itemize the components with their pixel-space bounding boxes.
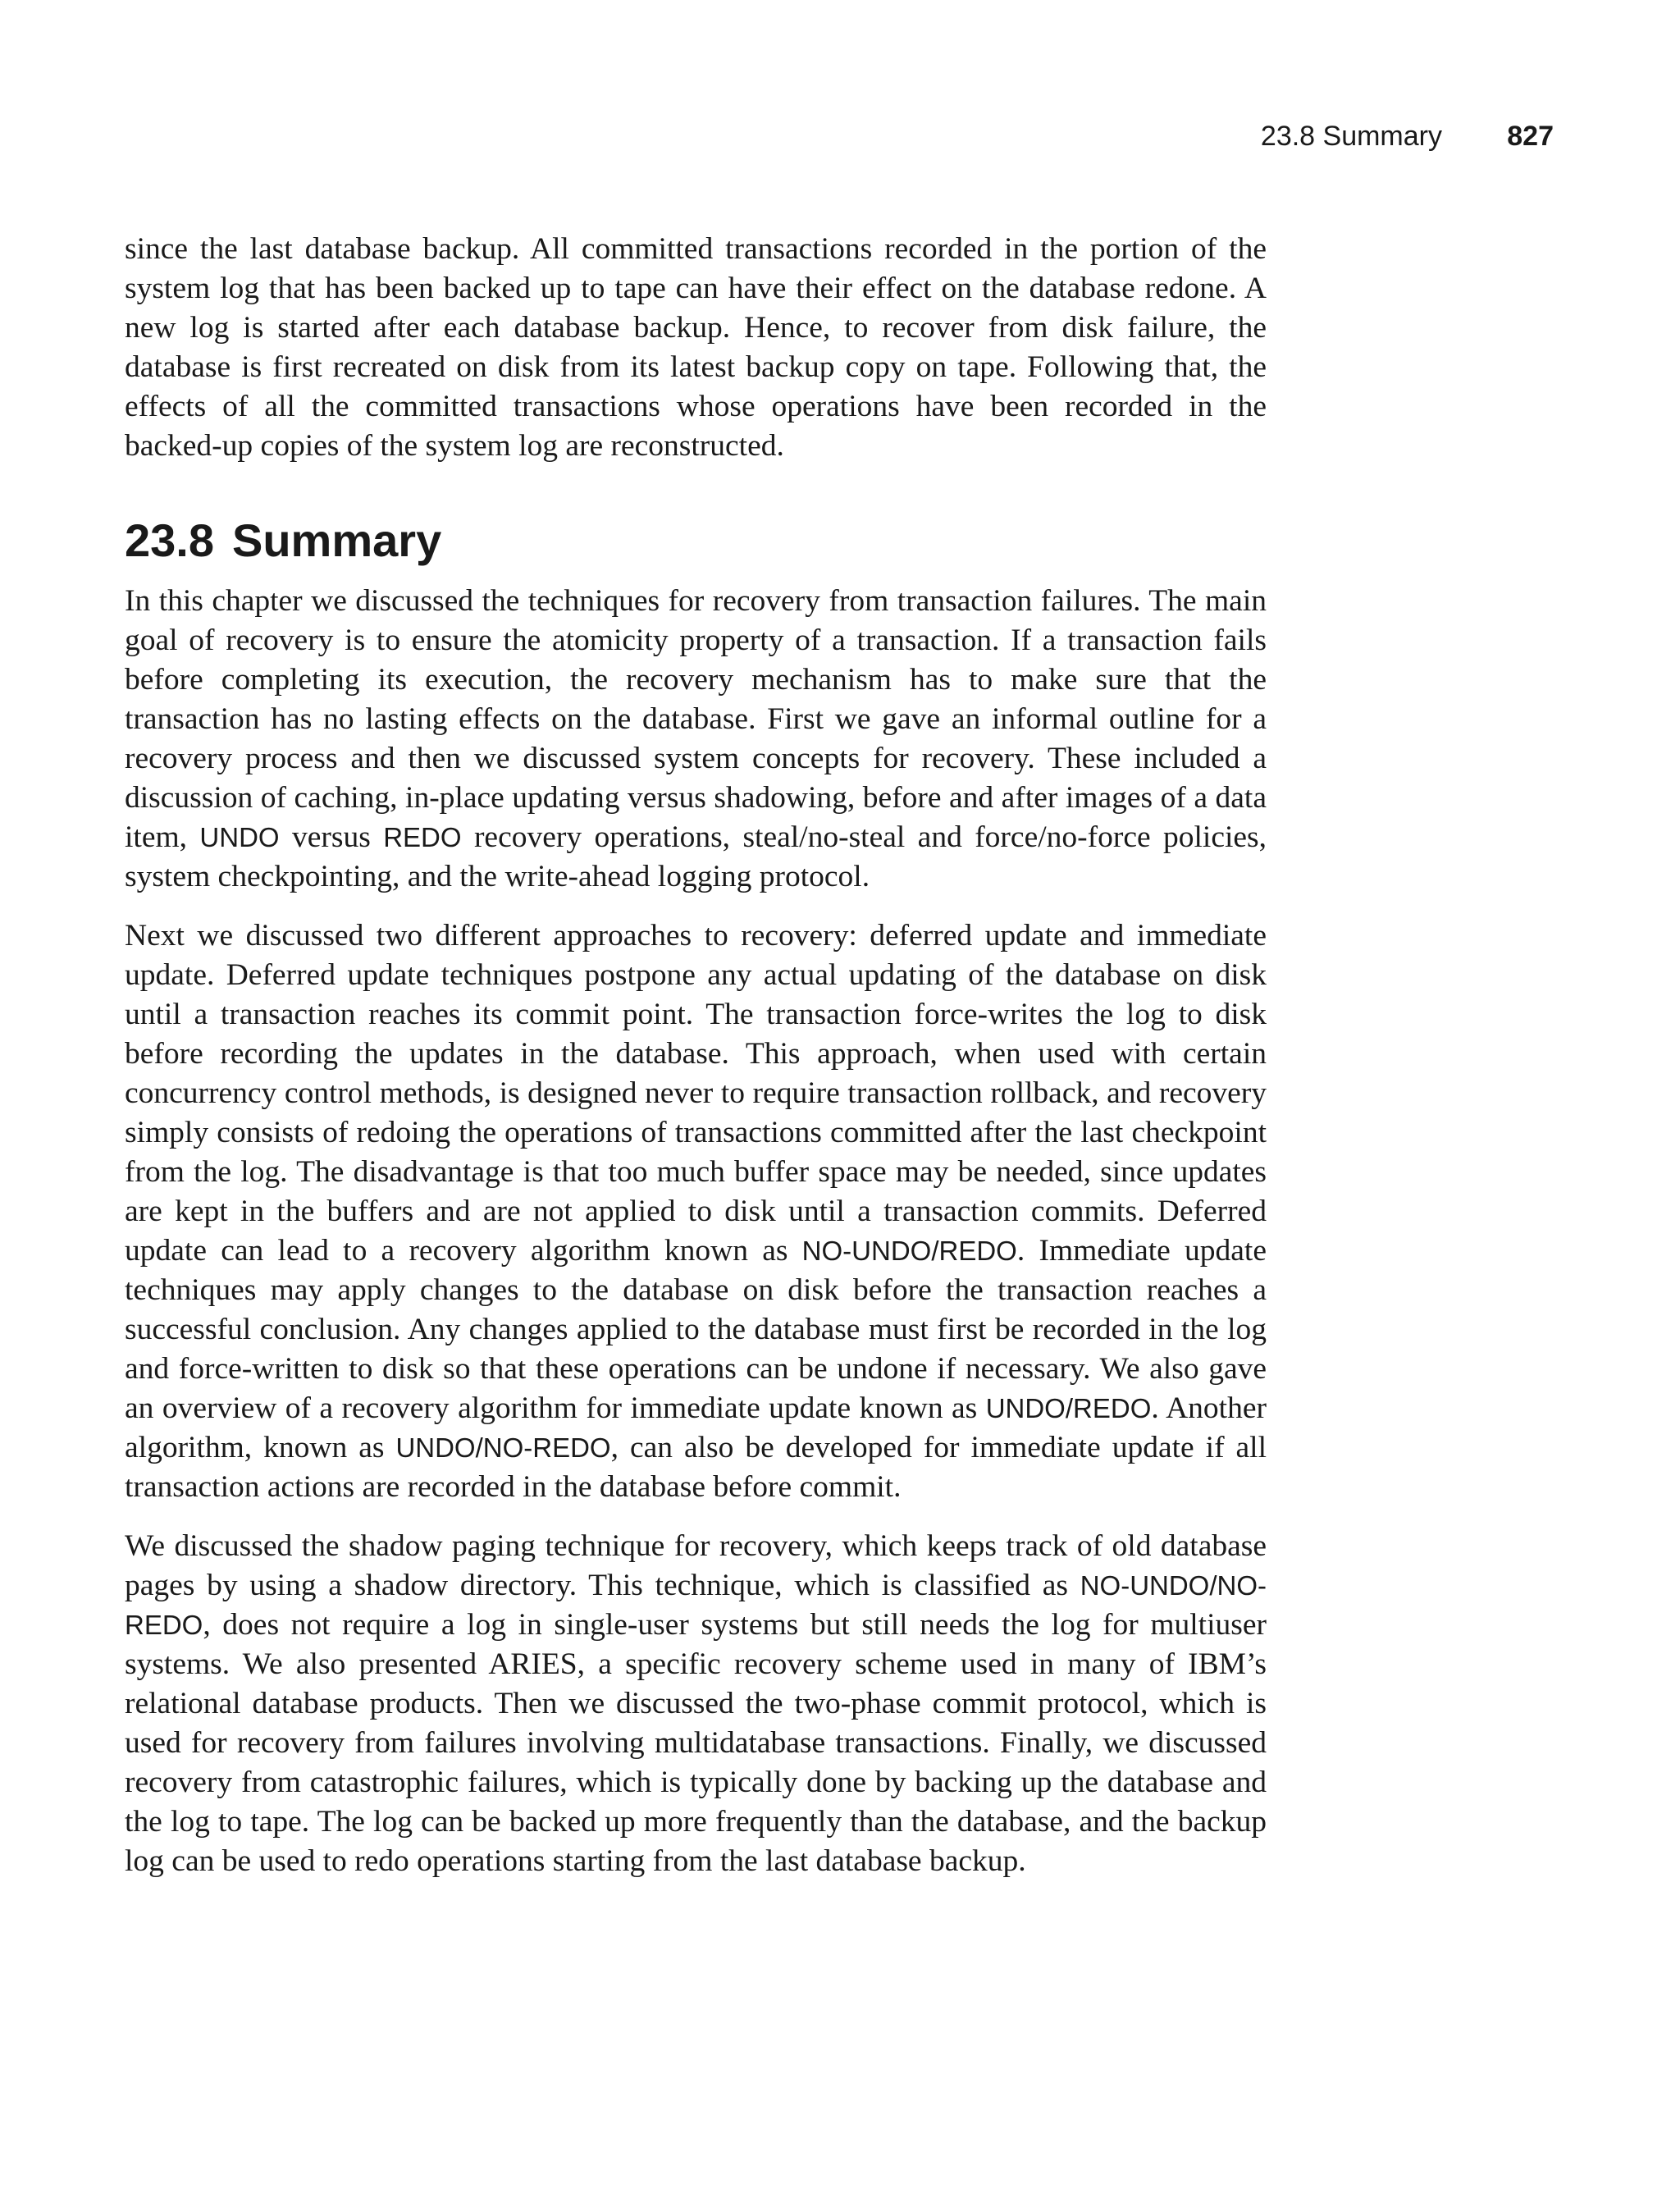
- paragraph-text: In this chapter we discussed the techniques for recovery from transaction failures. The main goal of recovery is to ensure the atomicity property of a transaction. If a transaction fails before completing its execution, the recovery mechanism has to make sure that the transaction has no lasting effects on the database. First we gave an informal outline for a recovery process and then we discussed system concepts for recovery. These included a discussion of caching, in-place updating versus shadowing, before and after images of a data item,: [125, 584, 1267, 854]
- intro-paragraph: since the last database backup. All committed transactions recorded in the portion of the system log that has been backed up to tape can have their effect on the database redone. A new log is started after each database backup. Hence, to recover from disk failure, the database is first recreated on disk from its latest backup copy on tape. Following that, the effects of all the committed transactions whose operations have been recorded in the backed-up copies of the system log are reconstructed.: [125, 232, 1267, 463]
- paragraph-text: recovery operations, steal/no-steal and force/no-force policies, system checkpointing, and the write-ahead logging protocol.: [125, 820, 1267, 893]
- section-heading: [125, 514, 1267, 567]
- summary-paragraph-2: [125, 916, 1267, 1507]
- running-head-section: 23.8 Summary: [1260, 121, 1442, 152]
- term-redo: REDO: [383, 822, 462, 852]
- paragraph-text: , can also be developed for immediate update if all transaction actions are recorded in the database before commit.: [125, 1431, 1267, 1504]
- summary-paragraph-1: [125, 582, 1267, 897]
- section-number: 23.8: [125, 514, 214, 566]
- paragraph-text: versus: [291, 820, 371, 854]
- section-title: Summary: [232, 514, 442, 566]
- term-no-undo-redo: NO-UNDO/REDO: [801, 1236, 1017, 1266]
- paragraph-text: Next we discussed two different approaches to recovery: deferred update and immediate update. Deferred update techniques postpone any actual updating of the database on disk until a transaction reaches its commit point. The transaction force-writes the log to disk before recording the updates in the database. This approach, when used with certain concurrency control methods, is designed never to require transaction rollback, and recovery simply consists of redoing the operations of transactions committed after the last checkpoint from the log. The disadvantage is that too much buffer space may be needed, since updates are kept in the buffers and are not applied to disk until a transaction commits. Deferred update can lead to a recovery algorithm known as: [125, 919, 1267, 1268]
- term-no-undo-no-redo: NO-UNDO/NO-REDO: [125, 1570, 1267, 1640]
- page-number: 827: [1507, 121, 1554, 152]
- paragraph-text: We discussed the shadow paging technique for recovery, which keeps track of old database pages by using a shadow directory. This technique, which is classified as: [125, 1529, 1267, 1602]
- paragraph-text: . Immediate update techniques may apply changes to the database on disk before the transaction reaches a successful conclusion. Any changes applied to the database must first be recorded in the log and force-written to disk so that these operations can be undone if necessary. We also gave an overview of a recovery algorithm for immediate update known as: [125, 1234, 1267, 1425]
- term-undo-redo: UNDO/REDO: [985, 1393, 1152, 1423]
- paragraph-text: . Another algorithm, known as: [125, 1391, 1267, 1464]
- page-body: [125, 230, 1267, 1881]
- term-undo: UNDO: [199, 822, 280, 852]
- summary-paragraph-3: [125, 1527, 1267, 1881]
- term-undo-no-redo: UNDO/NO-REDO: [395, 1432, 611, 1463]
- running-head: [1148, 120, 1554, 153]
- paragraph-text: , does not require a log in single-user systems but still needs the log for multiuser systems. We also presented ARIES, a specific recovery scheme used in many of IBM’s relational database products. Then we discussed the two-phase commit protocol, which is used for recovery from failures involving multidatabase transactions. Finally, we discussed recovery from catastrophic failures, which is typically done by backing up the database and the log to tape. The log can be backed up more frequently than the database, and the backup log can be used to redo operations starting from the last database backup.: [125, 1608, 1267, 1878]
